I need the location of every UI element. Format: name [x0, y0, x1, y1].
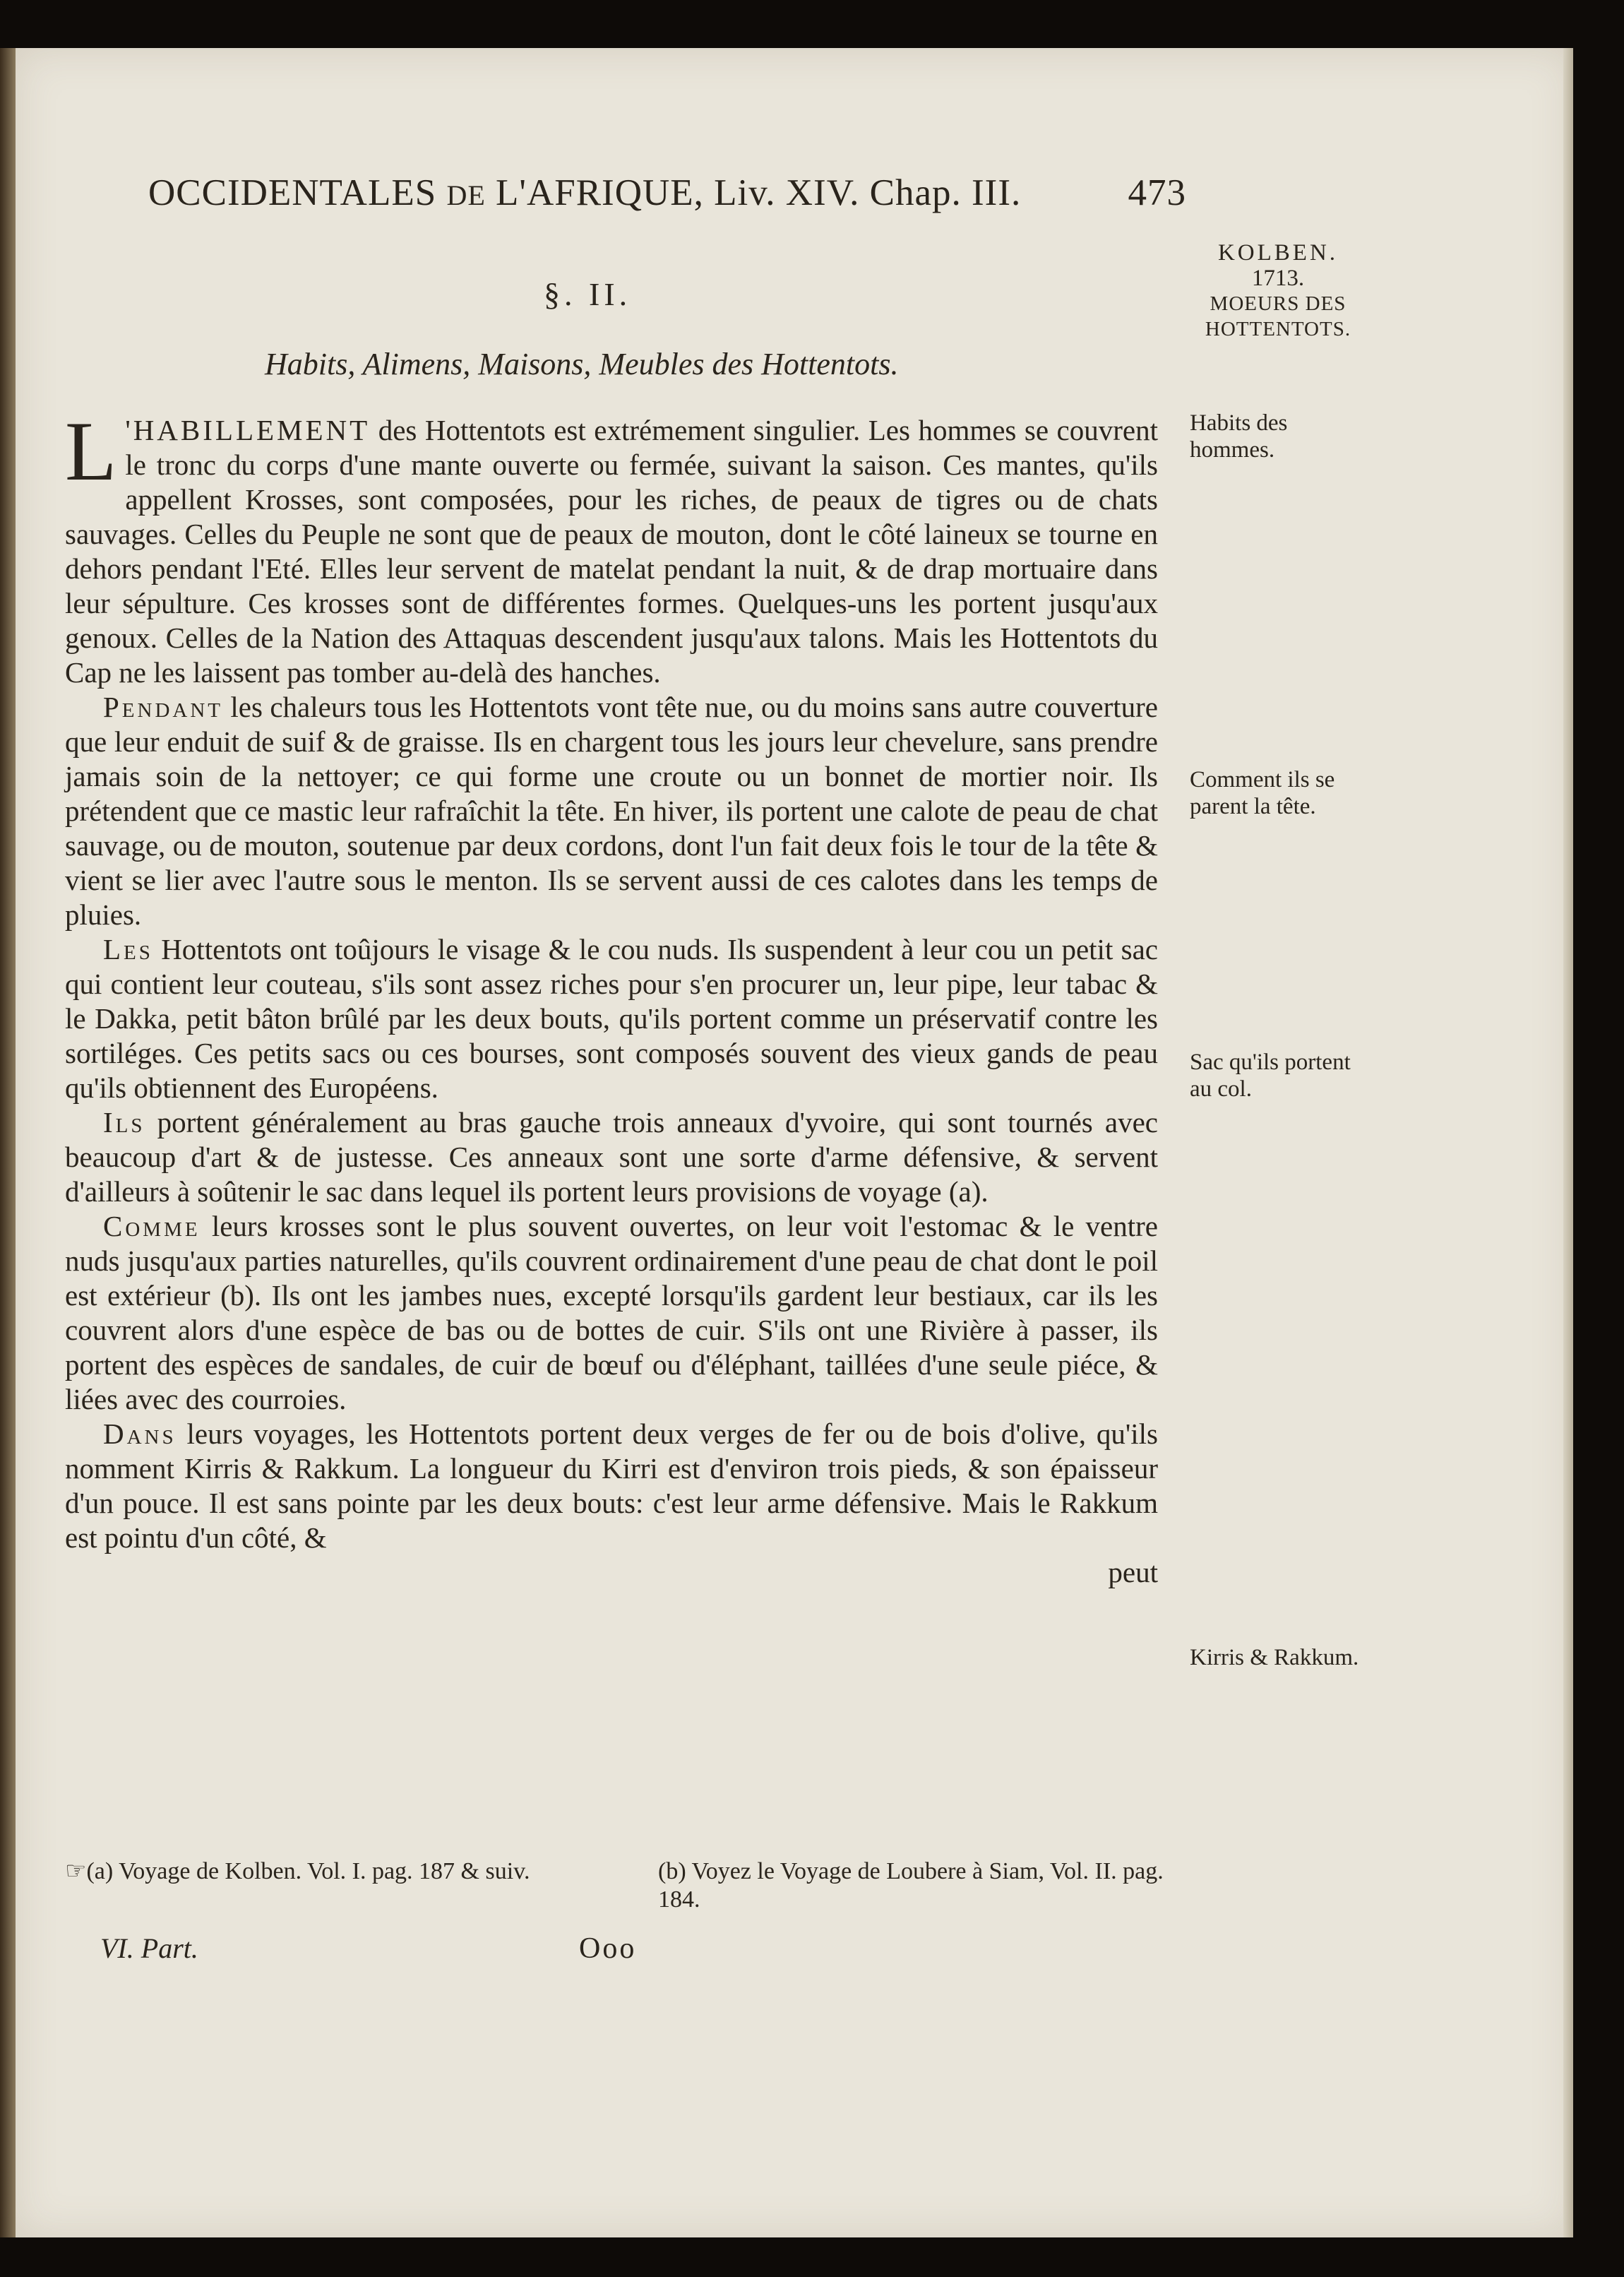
paragraph-lead: Pendant	[103, 691, 224, 723]
margin-note-habits: Habits des hommes.	[1190, 410, 1288, 463]
drop-cap: L	[65, 404, 117, 498]
paragraph	[65, 690, 1158, 932]
author-name: KOLBEN.	[1217, 240, 1339, 266]
header-occidentales: OCCIDENTALES	[148, 172, 437, 213]
header-rest: L'AFRIQUE, Liv. XIV. Chap. III.	[496, 172, 1022, 213]
margin-note-kirris: Kirris & Rakkum.	[1190, 1645, 1359, 1670]
section-number: §. II.	[544, 276, 632, 312]
paragraph	[65, 404, 1158, 690]
paragraph-lead: Les	[103, 933, 153, 965]
paragraph-lead: Ils	[103, 1106, 145, 1138]
paragraph-text: leurs krosses sont le plus souvent ouvertes, on leur voit l'estomac & le ventre nuds jusqu'aux parties naturelles, qu'ils couvrent ordinairement d'une peau de chat dont le poil est extérieur (b). Ils ont les jambes nues, excepté lorsqu'ils gardent leur bestiaux, car ils les couvrent alors d'une espèce de bas ou de bottes de cuir. S'ils ont une Rivière à passer, ils portent des espèces de sandales, de cuir de bœuf ou d'éléphant, taillées d'une seule piéce, & liées avec des courroies.	[65, 1210, 1158, 1415]
paragraph-text: leurs voyages, les Hottentots portent deux verges de fer ou de bois d'olive, qu'ils nomment Kirris & Rakkum. La longueur du Kirri est d'environ trois pieds, & son épaisseur d'un pouce. Il est sans pointe par les deux bouts: c'est leur arme défensive. Mais le Rakkum est pointu d'un côté, &	[65, 1417, 1158, 1554]
paragraph-text: portent généralement au bras gauche trois anneaux d'yvoire, qui sont tournés avec beaucoup d'art & de justesse. Ces anneaux sont une sorte d'arme défensive, & servent d'ailleurs à soûtenir le sac dans lequel ils portent leurs provisions de voyage (a).	[65, 1106, 1158, 1208]
footnote-b: (b) Voyez le Voyage de Loubere à Siam, Vol. II. pag. 184.	[658, 1858, 1164, 1913]
binding-fold	[0, 48, 16, 2237]
catchword: peut	[1108, 1556, 1158, 1588]
header-de: DE	[446, 179, 486, 211]
paragraph-text: Hottentots ont toûjours le visage & le cou nuds. Ils suspendent à leur cou un petit sac qui contient leur couteau, s'ils sont assez riches pour s'en procurer un, leur pipe, leur tabac & le Dakka, petit bâton brûlé par les deux bouts, qu'ils portent comme un préservatif contre les sortiléges. Ces petits sacs ou ces bourses, sont composés souvent des vieux gands de peau qu'ils obtiennent des Européens.	[65, 933, 1158, 1104]
paragraph-text: des Hottentots est extrémement singulier. Les hommes se couvrent le tronc du corps d'une mante ouverte ou fermée, suivant la saison. Ces mantes, qu'ils appellent Krosses, sont composées, pour les riches, de peaux de tigres ou de chats sauvages. Celles du Peuple ne sont que de peaux de mouton, dont le côté laineux se tourne en dehors pendant l'Eté. Elles leur servent de matelat pendant la nuit, & de drap mortuaire dans leur sépulture. Ces krosses sont de différentes formes. Quelques-uns les portent jusqu'aux genoux. Celles de la Nation des Attaquas descendent jusqu'aux talons. Mais les Hottentots du Cap ne les laissent pas tomber au-delà des hanches.	[65, 414, 1158, 689]
margin-author	[1186, 240, 1370, 342]
section-title: Habits, Alimens, Maisons, Meubles des Hottentots.	[265, 347, 899, 381]
margin-note-sac: Sac qu'ils portent au col.	[1190, 1050, 1351, 1102]
footnote-a: ☞(a) Voyage de Kolben. Vol. I. pag. 187 & suiv.	[65, 1858, 530, 1884]
paragraph	[65, 1417, 1158, 1555]
paragraph-lead: Comme	[103, 1210, 201, 1242]
author-year: 1713.	[1251, 266, 1305, 291]
running-header	[148, 172, 1186, 214]
paragraph	[65, 1105, 1158, 1209]
paragraph	[65, 1209, 1158, 1417]
paragraph-lead: 'HABILLEMENT	[125, 414, 371, 446]
signature-mark: Ooo	[579, 1932, 637, 1965]
margin-note-tete: Comment ils se parent la tête.	[1190, 767, 1335, 819]
signature-part: VI. Part.	[100, 1932, 198, 1964]
topic-label: MOEURS DES HOTTENTOTS.	[1205, 292, 1351, 340]
page-edge	[1563, 48, 1573, 2237]
paragraph	[65, 932, 1158, 1105]
page-number: 473	[1128, 172, 1186, 213]
paragraph-lead: Dans	[103, 1417, 177, 1450]
paragraph-text: les chaleurs tous les Hottentots vont tête nue, ou du moins sans autre couverture que leur enduit de suif & de graisse. Ils en chargent tous les jours leur chevelure, sans prendre jamais soin de la nettoyer; ce qui forme une croute ou un bonnet de mortier noir. Ils prétendent que ce mastic leur rafraîchit la tête. En hiver, ils portent une calote de peau de chat sauvage, ou de mouton, soutenue par deux cordons, dont l'un fait deux fois le tour de la tête & vient se lier avec l'autre sous le menton. Ils se servent aussi de ces calotes dans les temps de pluies.	[65, 691, 1158, 931]
main-text	[65, 404, 1158, 1590]
